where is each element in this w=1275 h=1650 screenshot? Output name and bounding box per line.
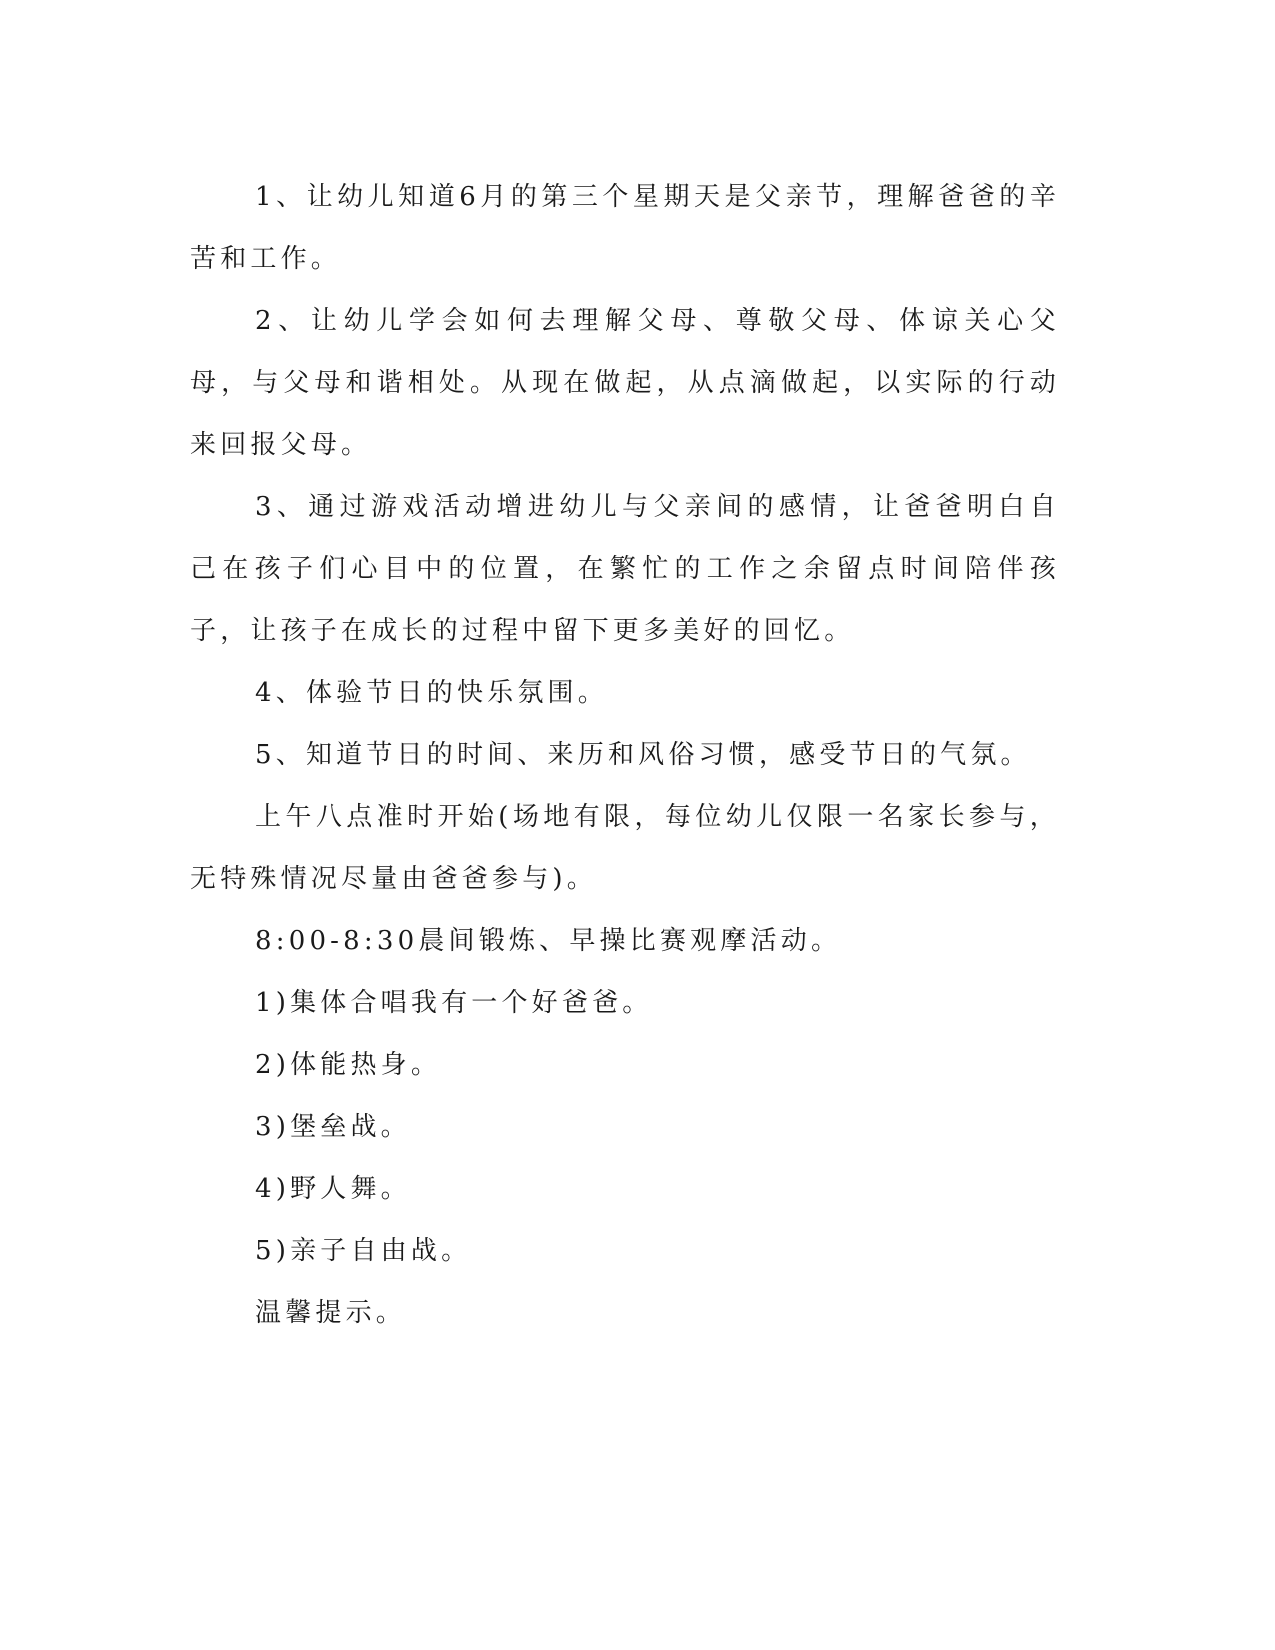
- start-time-paragraph: 上午八点准时开始(场地有限，每位幼儿仅限一名家长参与，无特殊情况尽量由爸爸参与)。: [190, 802, 1060, 894]
- objective-1-paragraph: 1、让幼儿知道6月的第三个星期天是父亲节，理解爸爸的辛苦和工作。: [190, 182, 1060, 274]
- objective-2-paragraph: 2、让幼儿学会如何去理解父母、尊敬父母、体谅关心父母，与父母和谐相处。从现在做起，从点滴做起，以实际的行动来回报父母。: [190, 306, 1060, 460]
- tips-heading: 温馨提示。: [255, 1298, 407, 1328]
- activity-2-item: 2)体能热身。: [255, 1050, 442, 1080]
- objective-4-paragraph: 4、体验节日的快乐氛围。: [255, 678, 608, 708]
- activity-1-item: 1)集体合唱我有一个好爸爸。: [255, 988, 653, 1018]
- schedule-paragraph: 8:00-8:30晨间锻炼、早操比赛观摩活动。: [255, 926, 842, 956]
- objective-3-paragraph: 3、通过游戏活动增进幼儿与父亲间的感情，让爸爸明白自己在孩子们心目中的位置，在繁忙的工作之余留点时间陪伴孩子，让孩子在成长的过程中留下更多美好的回忆。: [190, 492, 1060, 646]
- document-body: [190, 166, 1060, 1344]
- activity-3-item: 3)堡垒战。: [255, 1112, 411, 1142]
- activity-5-item: 5)亲子自由战。: [255, 1236, 472, 1266]
- activity-4-item: 4)野人舞。: [255, 1174, 411, 1204]
- objective-5-paragraph: 5、知道节日的时间、来历和风俗习惯，感受节日的气氛。: [255, 740, 1031, 770]
